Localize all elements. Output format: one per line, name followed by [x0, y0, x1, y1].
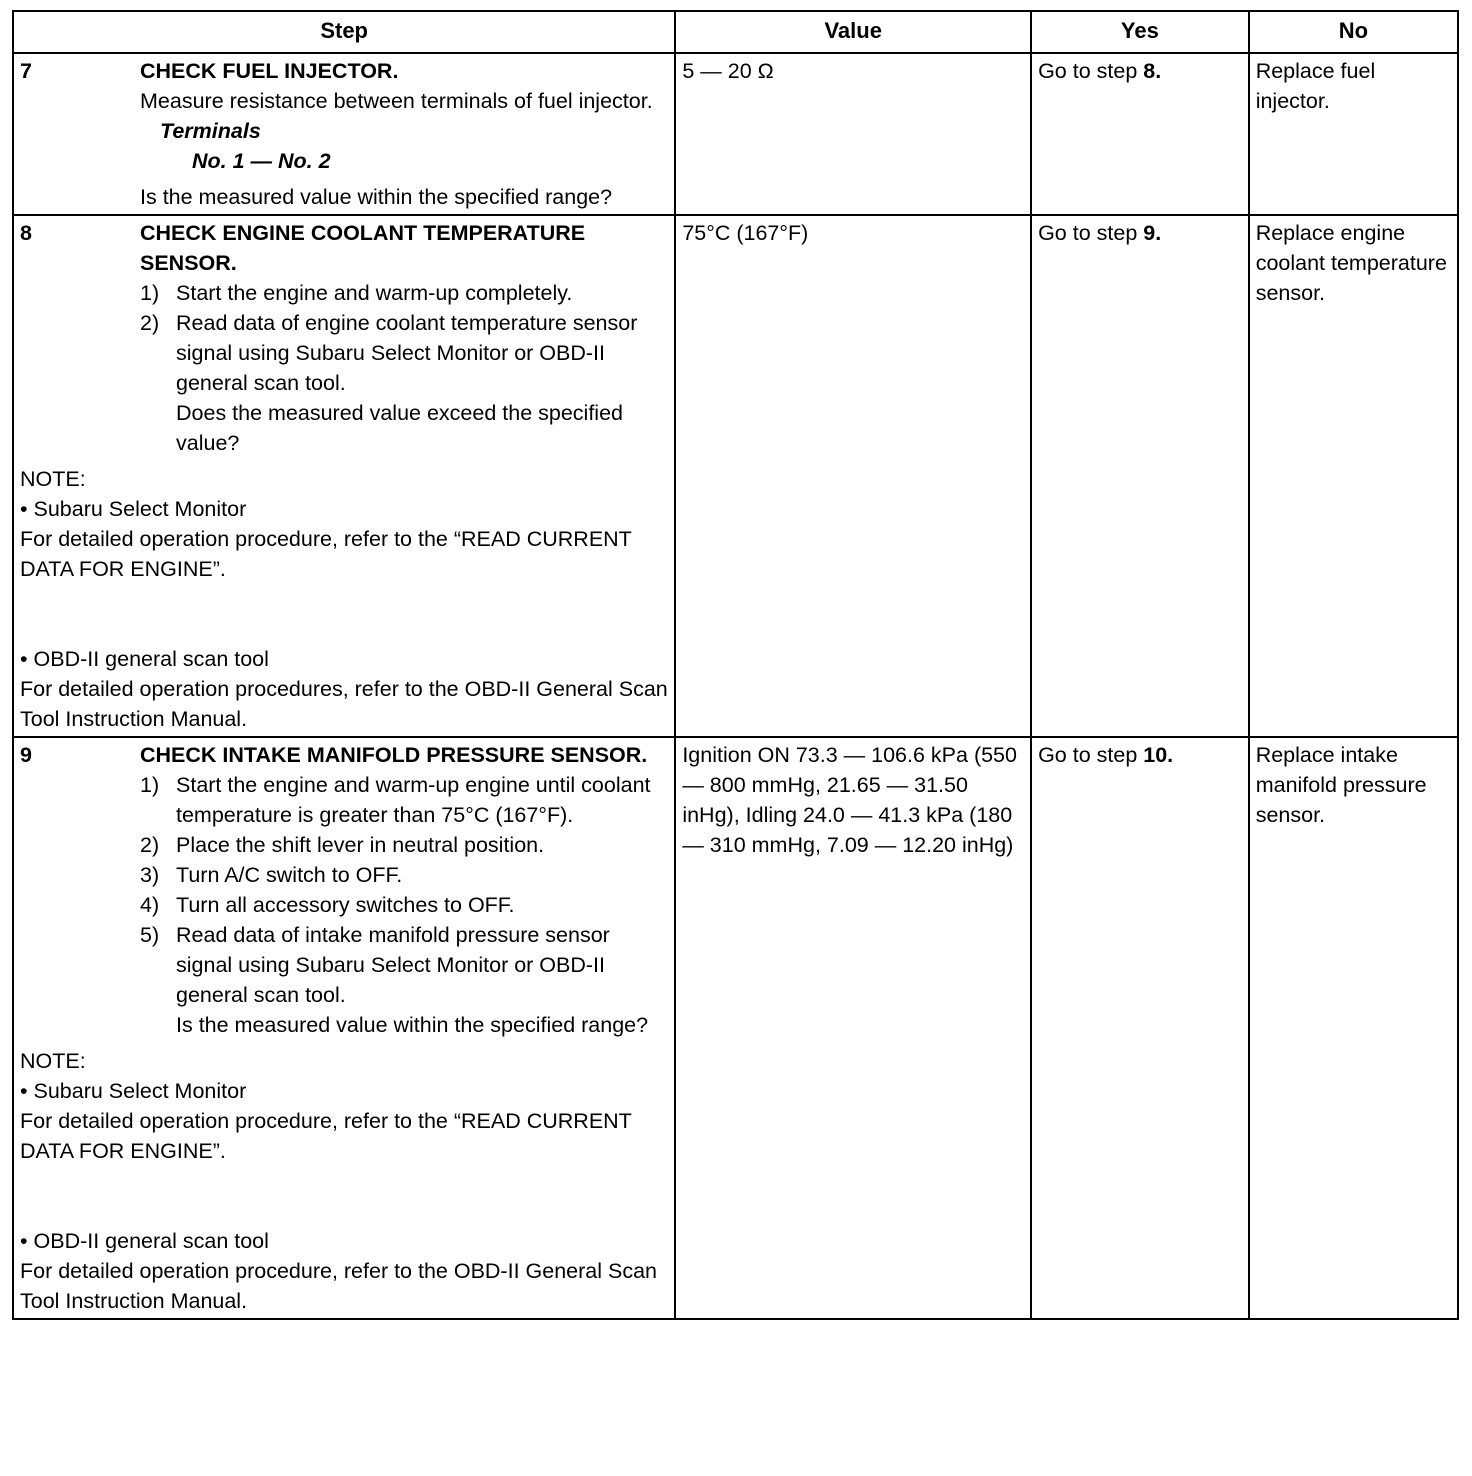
terminals-value: No. 1 — No. 2: [192, 149, 331, 173]
note-item-obd: • OBD-II general scan tool: [20, 1229, 269, 1253]
header-yes: Yes: [1031, 11, 1249, 53]
step-question: Is the measured value within the specified range?: [140, 185, 613, 209]
note-text-obd: For detailed operation procedure, refer to the OBD-II General Scan Tool Instruction Manual.: [20, 1259, 657, 1313]
yes-text: Go to step: [1038, 59, 1144, 83]
table-row-step-9: [13, 737, 1458, 1319]
note-item-obd: • OBD-II general scan tool: [20, 647, 269, 671]
step-number: 8: [20, 221, 32, 245]
yes-cell: [1031, 215, 1249, 737]
yes-cell: [1031, 53, 1249, 215]
substep-text: Read data of engine coolant temperature sensor signal using Subaru Select Monitor or OBD-II general scan tool.: [176, 311, 638, 395]
substep-text: Turn all accessory switches to OFF.: [176, 893, 515, 917]
list-item: [140, 920, 668, 1010]
substep-text: Start the engine and warm-up completely.: [176, 281, 573, 305]
step-question: Does the measured value exceed the specified value?: [176, 401, 623, 455]
note-text-ssm: For detailed operation procedure, refer to the “READ CURRENT DATA FOR ENGINE”.: [20, 1109, 632, 1163]
yes-step-link: 9.: [1143, 221, 1162, 245]
header-no: No: [1249, 11, 1458, 53]
no-cell: Replace engine coolant temperature sensor.: [1249, 215, 1458, 737]
step-cell: [13, 737, 675, 1319]
list-item: [140, 830, 668, 860]
substep-number: 1): [140, 281, 160, 305]
list-item: [140, 770, 668, 830]
substep-number: 4): [140, 893, 160, 917]
yes-cell: [1031, 737, 1249, 1319]
substep-number: 5): [140, 923, 160, 947]
note-text-ssm: For detailed operation procedure, refer to the “READ CURRENT DATA FOR ENGINE”.: [20, 527, 632, 581]
substep-text: Turn A/C switch to OFF.: [176, 863, 403, 887]
substep-text: Start the engine and warm-up engine until coolant temperature is greater than 75°C (167°F).: [176, 773, 651, 827]
substep-text: Place the shift lever in neutral position.: [176, 833, 545, 857]
step-title: CHECK FUEL INJECTOR.: [140, 59, 399, 83]
note-item-ssm: • Subaru Select Monitor: [20, 497, 247, 521]
terminals-label: Terminals: [160, 119, 261, 143]
list-item: [140, 278, 668, 308]
substep-text: Read data of intake manifold pressure sensor signal using Subaru Select Monitor or OBD-II general scan tool.: [176, 923, 610, 1007]
list-item: [140, 308, 668, 398]
step-number: 7: [20, 59, 32, 83]
note-label: NOTE:: [20, 467, 86, 491]
note-label: NOTE:: [20, 1049, 86, 1073]
table-row-step-7: [13, 53, 1458, 215]
substep-number: 2): [140, 311, 160, 335]
value-cell: 5 — 20 Ω: [675, 53, 1031, 215]
step-title: CHECK INTAKE MANIFOLD PRESSURE SENSOR.: [140, 743, 648, 767]
yes-text: Go to step: [1038, 221, 1144, 245]
no-cell: Replace intake manifold pressure sensor.: [1249, 737, 1458, 1319]
step-question: Is the measured value within the specified range?: [176, 1013, 649, 1037]
substep-list: [140, 278, 668, 398]
substep-number: 1): [140, 773, 160, 797]
step-instruction: Measure resistance between terminals of fuel injector.: [140, 89, 653, 113]
yes-step-link: 10.: [1143, 743, 1174, 767]
note-text-obd: For detailed operation procedures, refer to the OBD-II General Scan Tool Instruction Manual.: [20, 677, 668, 731]
value-cell: Ignition ON 73.3 — 106.6 kPa (550 — 800 mmHg, 21.65 — 31.50 inHg), Idling 24.0 — 41.3 kPa (180 — 310 mmHg, 7.09 — 12.20 inHg): [675, 737, 1031, 1319]
step-cell: [13, 215, 675, 737]
list-item: [140, 860, 668, 890]
substep-number: 2): [140, 833, 160, 857]
header-value: Value: [675, 11, 1031, 53]
step-number: 9: [20, 743, 32, 767]
step-title: CHECK ENGINE COOLANT TEMPERATURE SENSOR.: [140, 221, 586, 275]
header-row: [13, 11, 1458, 53]
header-step: Step: [13, 11, 675, 53]
table-row-step-8: [13, 215, 1458, 737]
yes-step-link: 8.: [1143, 59, 1162, 83]
no-cell: Replace fuel injector.: [1249, 53, 1458, 215]
substep-list: [140, 770, 668, 1010]
substep-number: 3): [140, 863, 160, 887]
note-item-ssm: • Subaru Select Monitor: [20, 1079, 247, 1103]
step-cell: [13, 53, 675, 215]
value-cell: 75°C (167°F): [675, 215, 1031, 737]
list-item: [140, 890, 668, 920]
yes-text: Go to step: [1038, 743, 1144, 767]
diagnostic-table: [12, 10, 1459, 1320]
